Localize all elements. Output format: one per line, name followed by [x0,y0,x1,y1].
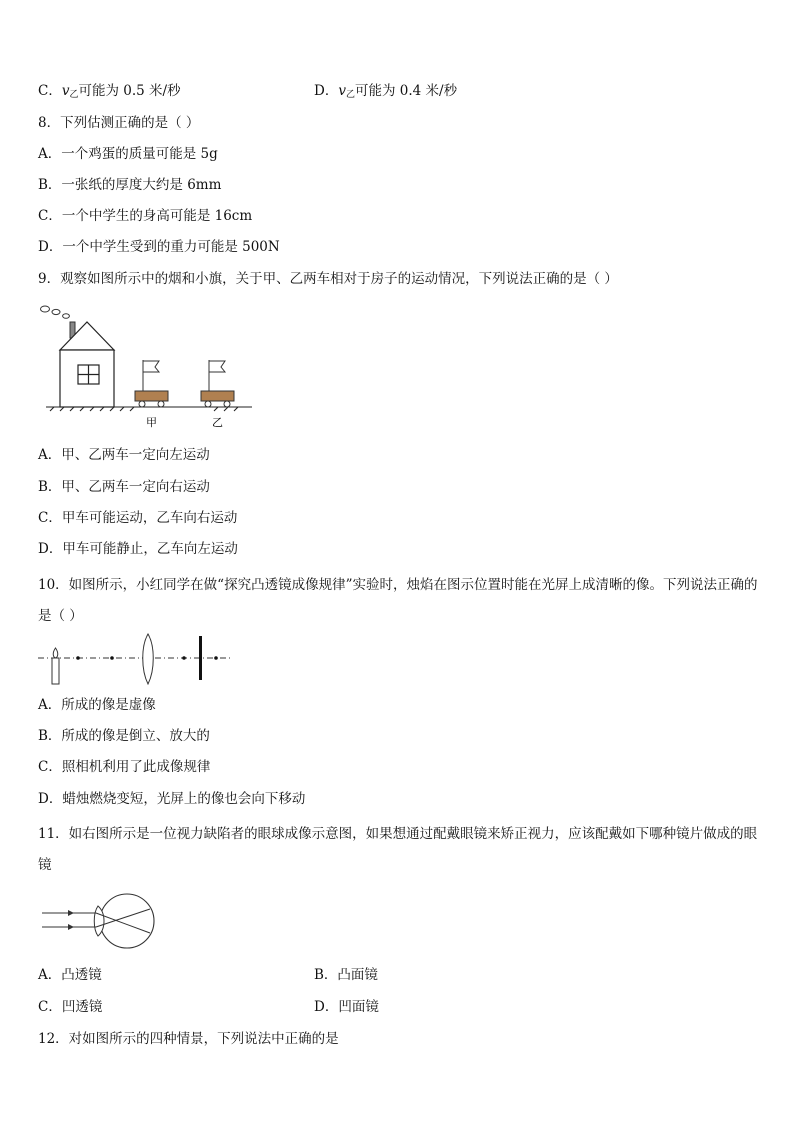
q10-option-c: C．照相机利用了此成像规律 [38,759,211,775]
eyeball-icon [100,894,154,948]
q7-option-c [38,81,181,105]
q9-option-d: D．甲车可能静止，乙车向左运动 [38,541,238,557]
q8-option-a: A．一个鸡蛋的质量可能是 5g [38,146,218,162]
cart-jia [135,360,168,407]
q7-option-d [314,81,457,105]
q12-stem: 12．对如图所示的四种情景，下列说法中正确的是 [38,1031,339,1047]
q7-option-c-variable: v [61,83,70,99]
flame-icon [53,648,58,658]
lens-experiment-figure [36,632,236,688]
label-yi: 乙 [212,416,223,429]
q7-option-c-text: 可能为 0.5 米/秒 [78,83,181,99]
ray-arrows [68,910,74,930]
q8-stem: 8．下列估测正确的是（ ） [38,115,200,131]
convex-lens-icon [143,634,154,684]
q11-option-a: A．凸透镜 [38,967,102,983]
house-flags-figure [36,300,256,432]
house [60,322,114,407]
q7-option-c-prefix: C． [38,83,62,99]
cart-yi [201,360,234,407]
eye-diagram-figure [38,893,162,951]
q9-option-a: A．甲、乙两车一定向左运动 [38,447,210,463]
q11-option-d: D．凹面镜 [314,999,379,1015]
q11-option-b: B．凸面镜 [314,967,378,983]
smoke-icon [41,306,70,318]
q8-option-c: C．一个中学生的身高可能是 16cm [38,208,253,224]
q9-stem: 9．观察如图所示中的烟和小旗，关于甲、乙两车相对于房子的运动情况，下列说法正确的是（ ） [38,271,618,287]
q10-option-d: D．蜡烛燃烧变短，光屏上的像也会向下移动 [38,791,306,807]
flag-jia-icon [143,361,159,372]
q7-option-d-text: 可能为 0.4 米/秒 [354,83,458,99]
q8-option-b: B．一张纸的厚度大约是 6mm [38,177,222,193]
q10-option-a: A．所成的像是虚像 [38,697,156,713]
q11-stem: 11．如右图所示是一位视力缺陷者的眼球成像示意图，如果想通过配戴眼镜来矫正视力，应该配戴如下哪种镜片做成的眼镜 [38,826,758,873]
q7-option-d-subscript: 乙 [345,90,355,100]
ground [46,407,252,411]
flag-yi-icon [209,361,225,372]
q9-option-c: C．甲车可能运动，乙车向右运动 [38,510,238,526]
screen [199,636,202,680]
q7-option-d-variable: v [338,83,346,99]
label-jia: 甲 [146,416,157,429]
q11-option-c: C．凹透镜 [38,999,103,1015]
q10-stem: 10．如图所示，小红同学在做“探究凸透镜成像规律”实验时，烛焰在图示位置时能在光屏上成清晰的像。下列说法正确的是（ ） [38,577,758,624]
q10-option-b: B．所成的像是倒立、放大的 [38,728,210,744]
q9-option-b: B．甲、乙两车一定向右运动 [38,479,210,495]
q8-option-d: D．一个中学生受到的重力可能是 500N [38,239,280,255]
q7-option-d-prefix: D． [314,83,339,99]
candle-icon [52,658,59,684]
q7-option-c-subscript: 乙 [69,90,79,100]
